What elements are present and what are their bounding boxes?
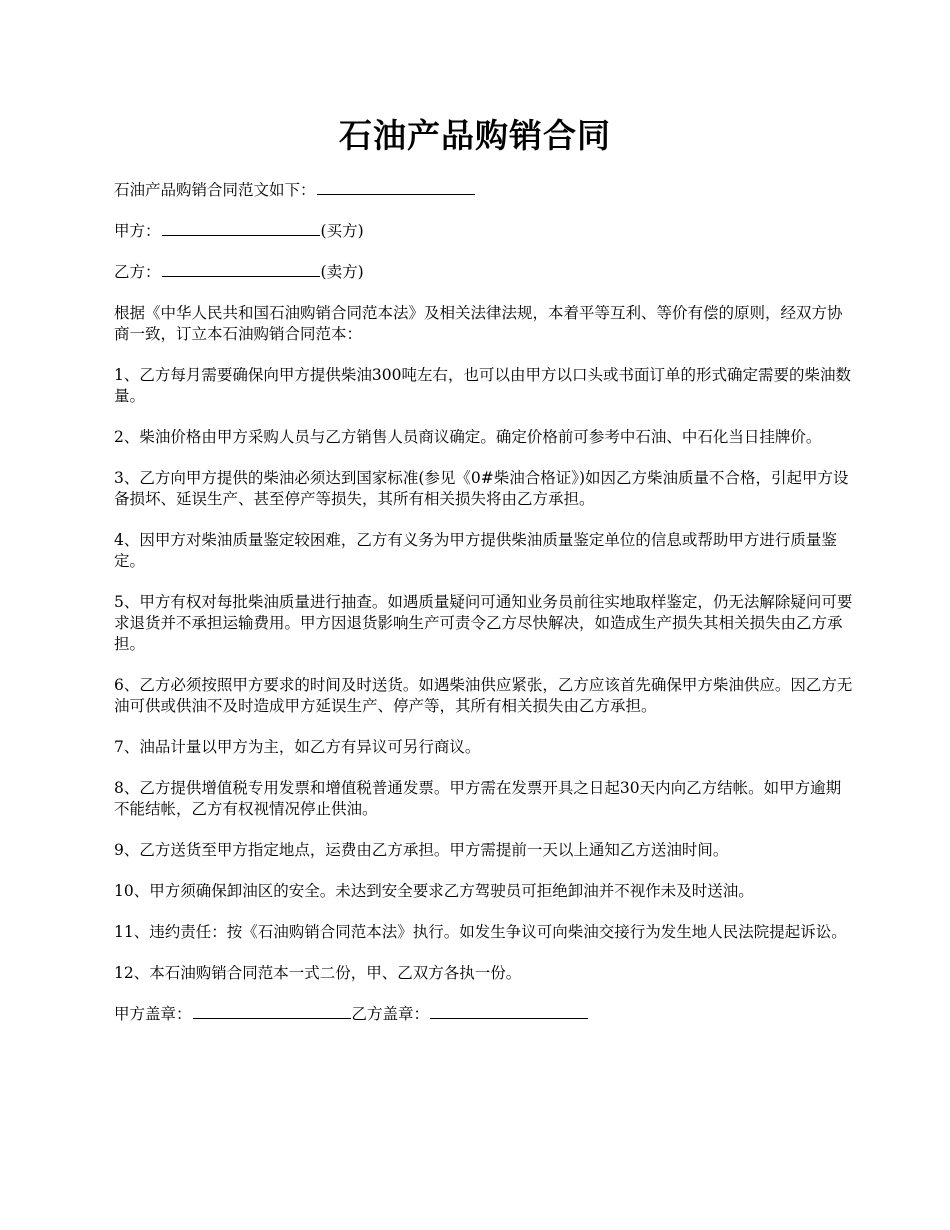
party-a-blank-field[interactable] (162, 221, 320, 236)
clause-7: 7、油品计量以甲方为主，如乙方有异议可另行商议。 (114, 738, 481, 756)
document-title: 石油产品购销合同 (339, 116, 611, 155)
clause-2: 2、柴油价格由甲方采购人员与乙方销售人员商议确定。确定价格前可参考中石油、中石化当日挂牌价。 (114, 428, 822, 446)
party-b-seal-blank-field[interactable] (430, 1004, 588, 1019)
preamble-paragraph: 根据《中华人民共和国石油购销合同范本法》及相关法律法规，本着平等互利、等价有偿的原则，经双方协商一致，订立本石油购销合同范本： (114, 304, 843, 343)
party-b-label: 乙方： (114, 263, 161, 281)
clause-11: 11、违约责任：按《石油购销合同范本法》执行。如发生争议可向柴油交接行为发生地人民法院提起诉讼。 (114, 923, 847, 941)
clause-10: 10、甲方须确保卸油区的安全。未达到安全要求乙方驾驶员可拒绝卸油并不视作未及时送油。 (114, 882, 754, 900)
document-body (114, 180, 854, 1045)
party-b-role: (卖方) (320, 263, 364, 281)
party-b-line (114, 262, 854, 283)
intro-label: 石油产品购销合同范文如下： (114, 181, 316, 199)
party-b-seal-label: 乙方盖章： (351, 1005, 430, 1023)
party-a-seal-blank-field[interactable] (193, 1004, 351, 1019)
signature-line (114, 1004, 854, 1025)
clause-9: 9、乙方送货至甲方指定地点，运费由乙方承担。甲方需提前一天以上通知乙方送油时间。 (114, 841, 729, 859)
clause-6: 6、乙方必须按照甲方要求的时间及时送货。如遇柴油供应紧张，乙方应该首先确保甲方柴油供应。因乙方无油可供或供油不及时造成甲方延误生产、停产等，其所有相关损失由乙方承担。 (114, 676, 853, 715)
party-a-seal-label: 甲方盖章： (114, 1005, 192, 1023)
intro-blank-field[interactable] (317, 180, 475, 195)
clause-12: 12、本石油购销合同范本一式二份，甲、乙双方各执一份。 (114, 964, 522, 982)
intro-line (114, 180, 854, 201)
clause-4: 4、因甲方对柴油质量鉴定较困难，乙方有义务为甲方提供柴油质量鉴定单位的信息或帮助甲方进行质量鉴定。 (114, 531, 837, 570)
clause-1: 1、乙方每月需要确保向甲方提供柴油300吨左右，也可以由甲方以口头或书面订单的形式确定需要的柴油数量。 (114, 366, 851, 405)
clause-8: 8、乙方提供增值税专用发票和增值税普通发票。甲方需在发票开具之日起30天内向乙方结帐。如甲方逾期不能结帐，乙方有权视情况停止供油。 (114, 779, 842, 818)
clause-3: 3、乙方向甲方提供的柴油必须达到国家标准(参见《0#柴油合格证》)如因乙方柴油质量不合格，引起甲方设备损坏、延误生产、甚至停产等损失，其所有相关损失将由乙方承担。 (114, 469, 849, 508)
party-b-blank-field[interactable] (162, 262, 320, 277)
party-a-label: 甲方： (114, 222, 161, 240)
party-a-line (114, 221, 854, 242)
clause-5: 5、甲方有权对每批柴油质量进行抽查。如遇质量疑问可通知业务员前往实地取样鉴定，仍无法解除疑问可要求退货并不承担运输费用。甲方因退货影响生产可责令乙方尽快解决，如造成生产损失其相关损失由乙方承担。 (114, 593, 853, 653)
party-a-role: (买方) (320, 222, 364, 240)
